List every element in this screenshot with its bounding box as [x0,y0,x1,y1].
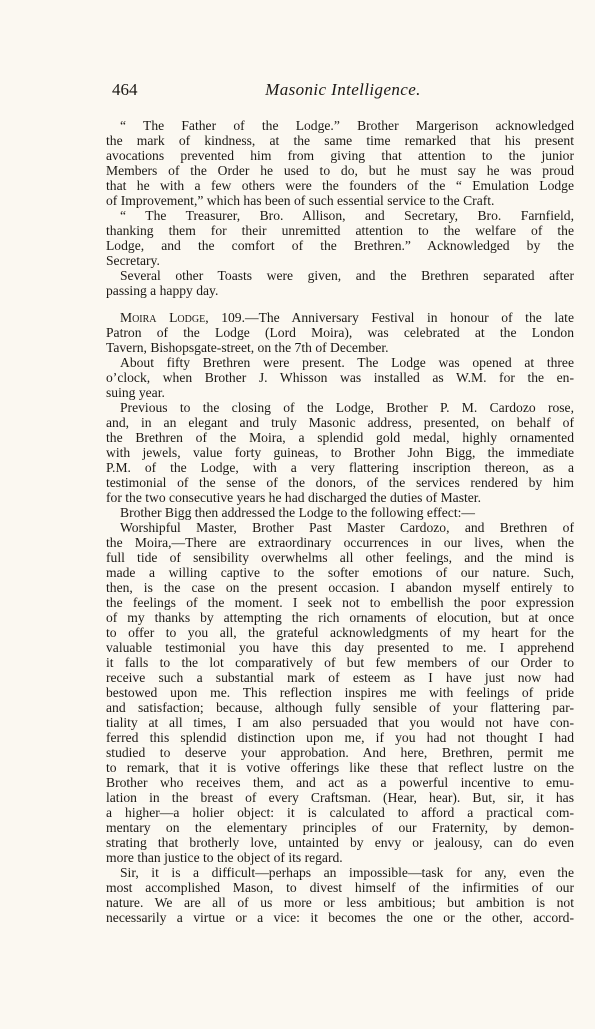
text-line: it falls to the lot comparatively of but few members of our Order to [106,655,574,670]
text-line: P.M. of the Lodge, with a very flattering inscription thereon, as a [106,460,574,475]
text-line: testimonial of the sense of the donors, of the services rendered by him [106,475,574,490]
text-line: “ The Father of the Lodge.” Brother Margerison acknowledged [120,118,574,133]
text-line: valuable testimonial you have this day presented to me. I apprehend [106,640,574,655]
text-line: thanking them for their unremitted attention to the welfare of the [106,223,574,238]
text-line: Lodge, and the comfort of the Brethren.” Acknowledged by the [106,238,574,253]
text-line: and, in an elegant and truly Masonic address, presented, on behalf of [106,415,574,430]
text-line: that he with a few others were the founders of the “ Emulation Lodge [106,178,574,193]
text-line: bestowed upon me. This reflection inspires me with feelings of pride [106,685,574,700]
text-line: then, is the case on the present occasion. I abandon myself entirely to [106,580,574,595]
text-line: Tavern, Bishopsgate-street, on the 7th of December. [106,340,389,355]
text-line: and satisfaction; because, although fully sensible of your flattering par- [106,700,574,715]
text-line: the Brethren of the Moira, a splendid gold medal, highly ornamented [106,430,574,445]
text-line: Members of the Order he used to do, but he must say he was proud [106,163,574,178]
text-line: nature. We are all of us more or less ambitious; but ambition is not [106,895,574,910]
page-number: 464 [112,80,138,99]
text-line: Worshipful Master, Brother Past Master Cardozo, and Brethren of [120,520,574,535]
text-line: passing a happy day. [106,283,219,298]
text-line: Sir, it is a difficult—perhaps an impossible—task for any, even the [120,865,574,880]
text-line: About fifty Brethren were present. The Lodge was opened at three [120,355,574,370]
text-line: studied to deserve your approbation. And here, Brethren, permit me [106,745,574,760]
text-line: Several other Toasts were given, and the Brethren separated after [120,268,574,283]
text-line: suing year. [106,385,165,400]
text-line: Brother who receives them, and act as a powerful incentive to emu- [106,775,574,790]
text-line: avocations prevented him from giving that attention to the junior [106,148,574,163]
text-line: for the two consecutive years he had discharged the duties of Master. [106,490,481,505]
text-line: strating that brotherly love, untainted by envy or jealousy, can do even [106,835,574,850]
text-line: to remark, that it is votive offerings like these that reflect lustre on the [106,760,574,775]
text-line: lation in the breast of every Craftsman. (Hear, hear). But, sir, it has [106,790,574,805]
text-line: mentary on the elementary principles of our Fraternity, by demon- [106,820,574,835]
text-line: Patron of the Lodge (Lord Moira), was celebrated at the London [106,325,574,340]
text-line: Brother Bigg then addressed the Lodge to the following effect:— [120,505,475,520]
text-line: more than justice to the object of its regard. [106,850,343,865]
text-line: tiality at all times, I am also persuaded that you would not have con- [106,715,574,730]
text-line: full tide of sensibility overwhelms all other feelings, and the mind is [106,550,574,565]
text-line: Secretary. [106,253,160,268]
text-line: of my thanks by attempting the rich ornaments of elocution, but at once [106,610,574,625]
running-title: Masonic Intelligence. [265,80,421,99]
text-line: necessarily a virtue or a vice: it becomes the one or the other, accord- [106,910,574,925]
text-line: “ The Treasurer, Bro. Allison, and Secretary, Bro. Farnfield, [120,208,574,223]
text-line: the mark of kindness, at the same time remarked that his present [106,133,574,148]
text-line: most accomplished Mason, to divest himself of the infirmities of our [106,880,574,895]
text-line: receive such a substantial mark of esteem as I have just now had [106,670,574,685]
text-line: the Moira,—There are extraordinary occurrences in our lives, when the [106,535,574,550]
text-line: Previous to the closing of the Lodge, Brother P. M. Cardozo rose, [120,400,574,415]
text-line: with jewels, value forty guineas, to Brother John Bigg, the immediate [106,445,574,460]
page-header [112,80,574,102]
text-line: to offer to you all, the grateful acknowledgments of my heart for the [106,625,574,640]
text-line: a higher—a holier object: it is calculated to afford a practical com- [106,805,574,820]
text-line: o’clock, when Brother J. Whisson was installed as W.M. for the en- [106,370,574,385]
text-line: the feelings of the moment. I seek not to embellish the poor expression [106,595,574,610]
text-line: Moira Lodge, 109.—The Anniversary Festival in honour of the late [120,310,574,325]
lodge-name: Moira Lodge [120,310,206,325]
article-body [106,118,574,925]
paragraph-gap [106,298,574,310]
text-line: made a willing captive to the softer emotions of our nature. Such, [106,565,574,580]
text-line: ferred this splendid distinction upon me, if you had not thought I had [106,730,574,745]
text-line: of Improvement,” which has been of such essential service to the Craft. [106,193,495,208]
